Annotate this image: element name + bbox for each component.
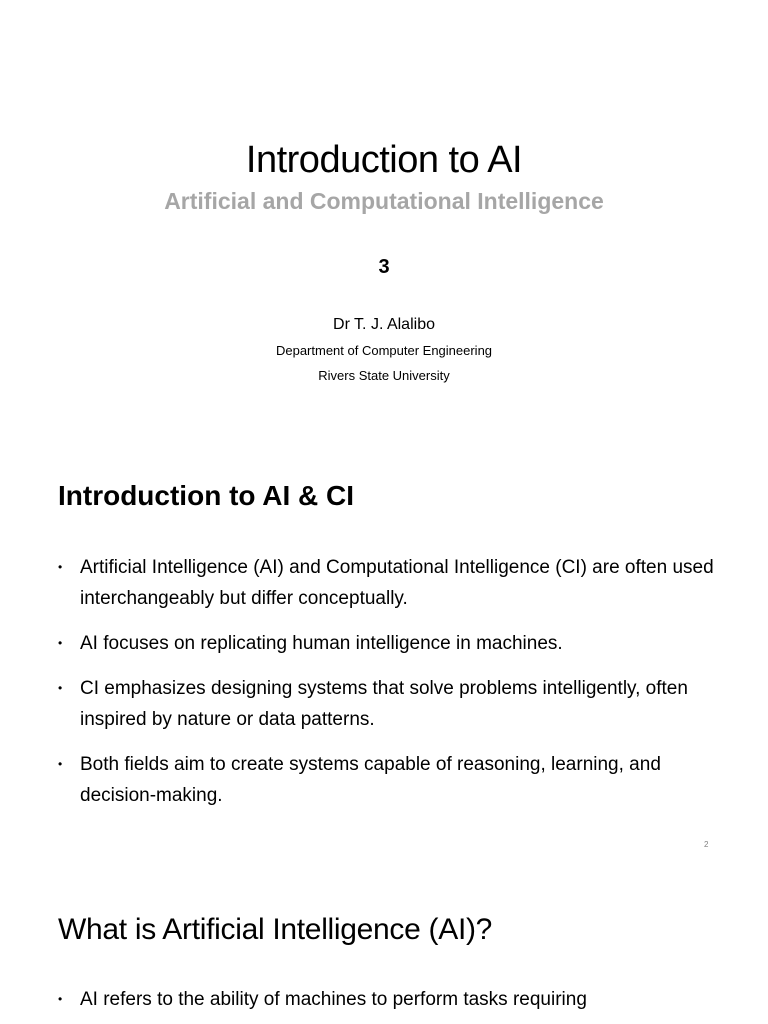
bullet-list [58,552,718,825]
title-slide [0,0,768,420]
list-item [58,984,718,1015]
list-item [58,628,718,659]
slide-subtitle: Artificial and Computational Intelligence [164,188,604,214]
slide-heading: Introduction to AI & CI [58,480,355,511]
bullet-text: AI focuses on replicating human intelligence in machines. [80,633,563,654]
bullet-icon: • [58,681,63,695]
bullet-icon: • [58,560,63,574]
bullet-text: AI refers to the ability of machines to perform tasks requiring [80,989,587,1010]
page-number: 2 [704,840,709,849]
lecture-number: 3 [378,256,390,278]
slide-title: Introduction to AI [245,139,523,181]
bullet-icon: • [58,757,63,771]
next-slide [0,860,768,1024]
list-item [58,749,718,811]
list-item [58,673,718,735]
content-slide [0,420,768,860]
bullet-icon: • [58,992,63,1006]
author-name: Dr T. J. Alalibo [333,316,435,333]
bullet-text: Both fields aim to create systems capable of reasoning, learning, and decision-making. [80,754,661,806]
university-name: Rivers State University [318,368,450,383]
list-item [58,552,718,614]
bullet-text: Artificial Intelligence (AI) and Computational Intelligence (CI) are often used interchangeably but differ conceptually. [80,557,714,609]
bullet-icon: • [58,636,63,650]
slide-heading: What is Artificial Intelligence (AI)? [58,913,493,946]
department-name: Department of Computer Engineering [275,343,493,358]
bullet-text: CI emphasizes designing systems that solve problems intelligently, often inspired by nature or data patterns. [80,678,688,730]
bullet-list [58,984,718,1015]
